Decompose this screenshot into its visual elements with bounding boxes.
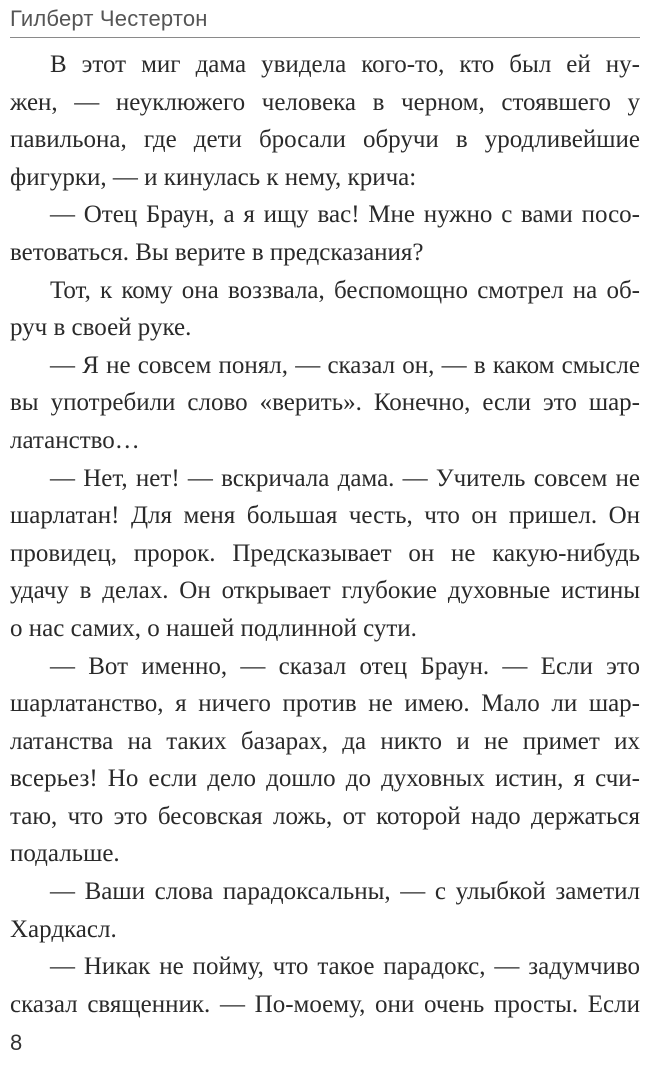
text-line: провидец, пророк. Предсказывает он не какую-нибудь — [10, 539, 640, 567]
text-line: Тот, к кому она воззвала, беспомощно смотрел на об- — [50, 276, 640, 304]
running-head-author: Гилберт Честертон — [10, 6, 208, 31]
text-line: латанства на таких базарах, да никто и не примет их — [10, 727, 640, 755]
text-line: о нас самих, о нашей подлинной сути. — [10, 614, 417, 642]
text-line: — Я не совсем понял, — сказал он, — в каком смысле — [50, 351, 640, 379]
page-number: 8 — [10, 1030, 23, 1055]
text-line: удачу в делах. Он открывает глубокие духовные истины — [10, 577, 640, 605]
text-line: — Вот именно, — сказал отец Браун. — Если это — [50, 652, 640, 680]
text-line: жен, — неуклюжего человека в черном, стоявшего у — [10, 88, 640, 116]
text-line: шарлатанство, я ничего против не имею. Мало ли шар- — [10, 690, 640, 718]
text-line: фигурки, — и кинулась к нему, крича: — [10, 163, 417, 191]
text-line: шарлатан! Для меня большая честь, что он пришел. Он — [10, 502, 640, 530]
text-line: сказал священник. — По-моему, они очень просты. Если — [10, 990, 640, 1018]
text-line: подальше. — [10, 840, 120, 868]
text-line: латанство… — [10, 426, 140, 454]
text-line: руч в своей руке. — [10, 314, 192, 342]
body-text — [10, 46, 640, 1023]
text-line: вы употребили слово «верить». Конечно, если это шар- — [10, 389, 640, 417]
text-line: — Никак не пойму, что такое парадокс, — задумчиво — [50, 953, 640, 981]
text-line: — Нет, нет! — вскричала дама. — Учитель совсем не — [50, 464, 640, 492]
text-line: В этот миг дама увидела кого-то, кто был ей ну- — [50, 51, 640, 78]
text-line: всерьез! Но если дело дошло до духовных истин, я счи- — [10, 765, 640, 793]
text-line: Хардкасл. — [10, 915, 117, 943]
text-line: таю, что это бесовская ложь, от которой надо держаться — [10, 802, 640, 830]
text-line: — Ваши слова парадоксальны, — с улыбкой заметил — [50, 878, 640, 906]
text-line: — Отец Браун, а я ищу вас! Мне нужно с вами посо- — [50, 201, 640, 229]
text-line: ветоваться. Вы верите в предсказания? — [10, 238, 424, 266]
text-line: павильона, где дети бросали обручи в уродливейшие — [10, 126, 640, 154]
header-rule — [10, 37, 640, 38]
